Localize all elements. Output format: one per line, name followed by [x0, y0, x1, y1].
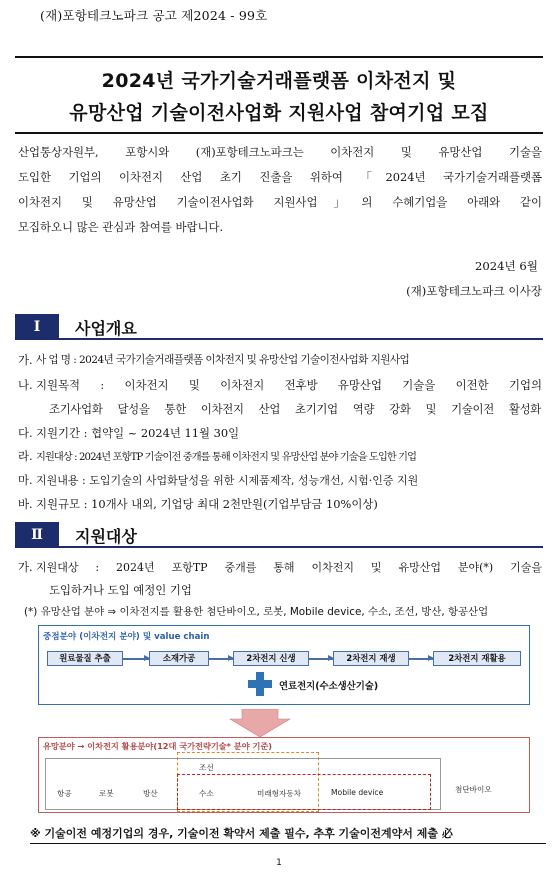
title-line-1: 2024년 국가기술거래플랫폼 이차전지 및 — [101, 70, 457, 92]
chain-arrow — [409, 658, 433, 660]
page-title — [15, 56, 543, 134]
section-2-header — [15, 522, 543, 548]
fuel-cell-label: 연료전지(수소생산기술) — [279, 681, 379, 692]
chain-step: 2차전지 신생 — [233, 651, 309, 666]
notice-number: (재)포항테크노파크 공고 제2024 - 99호 — [40, 8, 268, 23]
chain-step: 원료물질 추출 — [47, 651, 123, 666]
chain-step: 2차전지 재활용 — [433, 651, 521, 666]
title-line-2: 유망산업 기술이전사업화 지원사업 참여기업 모집 — [69, 102, 489, 124]
down-arrow-icon — [228, 709, 292, 737]
intro-line-2: 도입한 기업의 이차전지 산업 초기 진출을 위하여 「2024년 국가기술거래플랫폼 — [18, 170, 542, 184]
intro-line-1: 산업통상자원부, 포항시와 (재)포항테크노파크는 이차전지 및 유망산업 기술을 — [18, 145, 542, 159]
field-label: 첨단바이오 — [455, 785, 492, 794]
issuer-name: (재)포항테크노파크 이사장 — [406, 284, 542, 298]
section-1-header — [15, 314, 543, 340]
promising-industry-note: (*) 유망산업 분야 ⇒ 이차전지를 활용한 첨단바이오, 로봇, Mobile device, 수소, 조선, 방산, 항공산업 — [24, 606, 489, 618]
promising-field-title: 유망분야 → 이차전지 활용분야(12대 국가전략기술* 분야 기준) — [43, 741, 273, 751]
section-1-title: 사업개요 — [75, 319, 137, 338]
intro-line-3: 이차전지 및 유망산업 기술이전사업화 지원사업」의 수혜기업을 아래와 같이 — [18, 195, 542, 209]
core-field-panel — [38, 625, 530, 705]
promising-field-panel — [38, 737, 530, 813]
value-chain-diagram — [38, 625, 530, 815]
field-label: 방산 — [143, 789, 158, 798]
chain-arrow — [123, 658, 149, 660]
field-label: 로봇 — [99, 789, 114, 798]
section-2-number: Ⅱ — [15, 522, 59, 548]
section-2-rule — [59, 546, 543, 548]
intro-paragraph — [18, 140, 542, 240]
red-dashed-box — [177, 774, 431, 810]
plus-icon-bar — [248, 680, 272, 688]
footer-note: ※ 기술이전 예정기업의 경우, 기술이전 확약서 제출 필수, 추후 기술이전계약서 제출 必 — [30, 825, 546, 844]
section-1-rule — [59, 338, 543, 340]
field-label: 미래형자동차 — [257, 789, 302, 798]
field-label: 수소 — [199, 789, 214, 798]
section-2-title: 지원대상 — [75, 527, 137, 546]
chain-step: 소재가공 — [149, 651, 209, 666]
page-number: 1 — [276, 858, 282, 868]
field-label: 항공 — [57, 789, 72, 798]
announcement-date: 2024년 6월 — [475, 259, 538, 273]
chain-arrow — [209, 658, 233, 660]
field-label: 조선 — [199, 763, 214, 772]
chain-arrow — [309, 658, 333, 660]
chain-step: 2차전지 재생 — [333, 651, 409, 666]
core-field-title: 중점분야 (이차전지 분야) 및 value chain — [43, 632, 210, 642]
list-item-continuation: 도입하거나 도입 예정인 기업 — [49, 583, 192, 597]
intro-line-4: 모집하오니 많은 관심과 참여를 바랍니다. — [18, 220, 224, 234]
list-item-continuation: 조기사업화 달성을 통한 이차전지 산업 초기기업 역량 강화 및 기술이전 활성화 — [49, 402, 541, 416]
section-1-number: Ⅰ — [15, 314, 59, 340]
field-label: Mobile device — [331, 788, 384, 797]
